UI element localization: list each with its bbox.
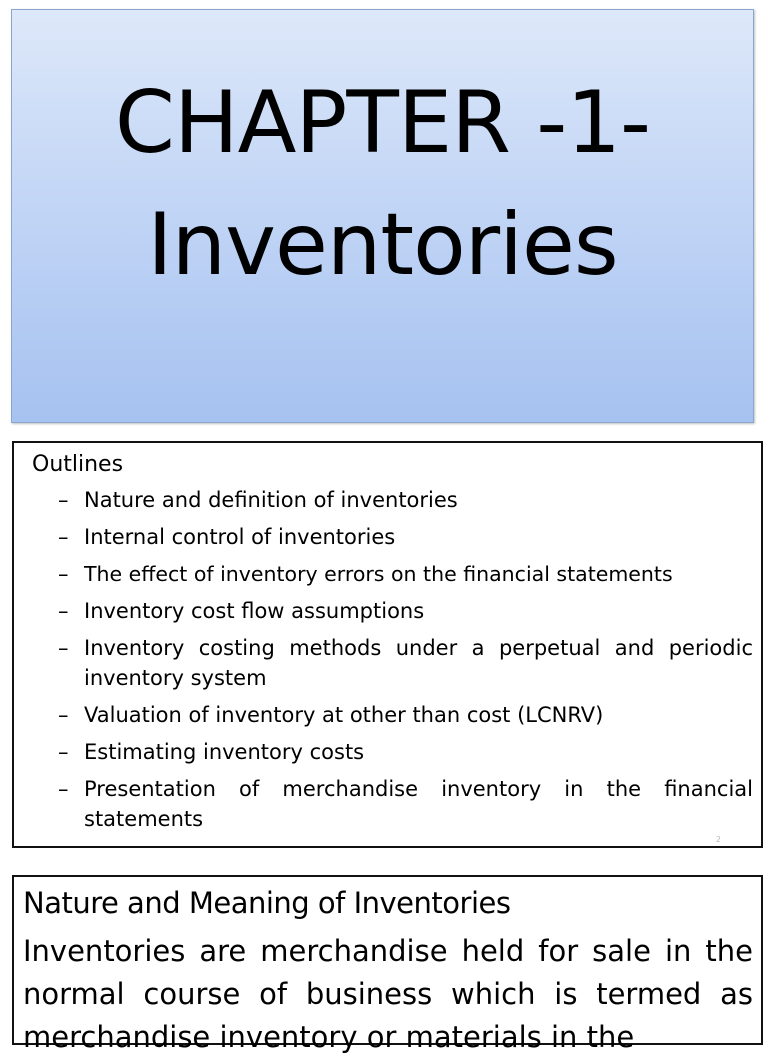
nature-body-text: Inventories are merchandise held for sale in the normal course of business which is termed as merchandise inventory or materials in the	[23, 934, 753, 1054]
slide-number: 2	[715, 835, 721, 844]
outline-slide	[12, 441, 763, 848]
outline-item	[58, 596, 753, 626]
dash-bullet: –	[58, 562, 69, 586]
outline-item-text: Valuation of inventory at other than cost (LCNRV)	[84, 703, 604, 727]
outline-item	[58, 522, 753, 552]
outline-item-text: Presentation of merchandise inventory in the financial statements	[84, 777, 753, 831]
outline-item	[58, 737, 753, 767]
dash-bullet: –	[58, 703, 69, 727]
dash-bullet: –	[58, 777, 69, 801]
title-slide	[11, 9, 754, 423]
dash-bullet: –	[58, 636, 69, 660]
dash-bullet: –	[58, 599, 69, 623]
nature-heading: Nature and Meaning of Inventories	[23, 886, 511, 920]
outline-item-text: Internal control of inventories	[84, 525, 396, 549]
outline-item-text: Estimating inventory costs	[84, 740, 365, 764]
outline-item	[58, 485, 753, 515]
dash-bullet: –	[58, 525, 69, 549]
dash-bullet: –	[58, 740, 69, 764]
outline-item	[58, 774, 753, 834]
dash-bullet: –	[58, 488, 69, 512]
chapter-title-line1: CHAPTER -1-	[114, 73, 651, 173]
outline-item-text: Inventory cost flow assumptions	[84, 599, 425, 623]
outline-item	[58, 559, 753, 589]
nature-slide	[12, 875, 763, 1054]
outline-heading: Outlines	[32, 452, 124, 477]
outline-item	[58, 633, 753, 693]
outline-item-text: The effect of inventory errors on the financial statements	[84, 562, 673, 586]
outline-item-text: Inventory costing methods under a perpetual and periodic inventory system	[84, 636, 753, 690]
outline-item	[58, 700, 753, 730]
outline-item-text: Nature and definition of inventories	[84, 488, 458, 512]
outline-list	[58, 485, 753, 841]
chapter-title	[12, 62, 753, 306]
chapter-title-line2: Inventories	[147, 195, 618, 295]
